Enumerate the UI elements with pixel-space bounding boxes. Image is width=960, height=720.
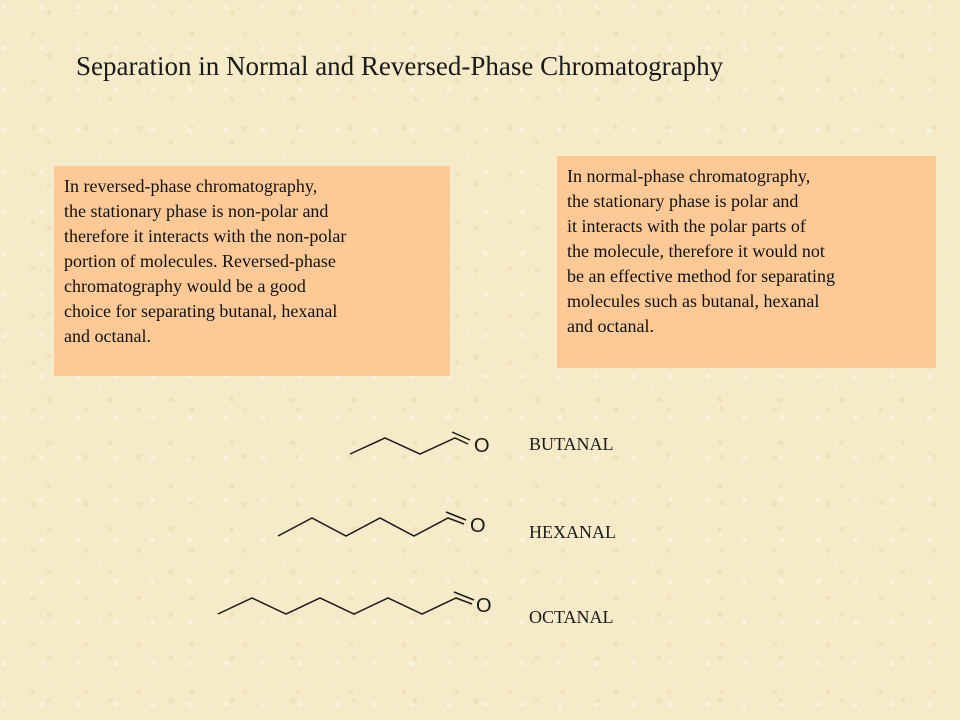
butanal-structure — [340, 420, 510, 470]
octanal-structure — [208, 580, 508, 630]
hexanal-structure — [268, 500, 508, 550]
normal-phase-line-2: the stationary phase is polar and — [567, 191, 799, 211]
reversed-phase-line-5: chromatography would be a good — [64, 276, 306, 296]
normal-phase-line-1: In normal-phase chromatography, — [567, 166, 811, 186]
reversed-phase-line-4: portion of molecules. Reversed-phase — [64, 251, 336, 271]
normal-phase-line-7: and octanal. — [567, 316, 654, 336]
hexanal-carbon-chain — [278, 518, 464, 536]
octanal-label: OCTANAL — [529, 607, 614, 627]
octanal-oxygen-atom: O — [476, 595, 492, 617]
normal-phase-line-5: be an effective method for separating — [567, 266, 836, 286]
hexanal-oxygen-atom: O — [470, 515, 486, 537]
octanal-carbon-chain — [218, 598, 472, 614]
butanal-carbon-chain — [350, 438, 468, 454]
normal-phase-line-3: it interacts with the polar parts of — [567, 216, 806, 236]
normal-phase-line-6: molecules such as butanal, hexanal — [567, 291, 820, 311]
reversed-phase-line-1: In reversed-phase chromatography, — [64, 176, 318, 196]
reversed-phase-line-2: the stationary phase is non-polar and — [64, 201, 329, 221]
butanal-oxygen-atom: O — [474, 435, 490, 457]
butanal-label: BUTANAL — [529, 434, 614, 454]
page-title: Separation in Normal and Reversed-Phase Chromatography — [76, 51, 724, 81]
normal-phase-line-4: the molecule, therefore it would not — [567, 241, 825, 261]
hexanal-label: HEXANAL — [529, 522, 616, 542]
reversed-phase-line-7: and octanal. — [64, 326, 151, 346]
normal-phase-textbox — [557, 156, 936, 368]
reversed-phase-line-3: therefore it interacts with the non-polar — [64, 226, 347, 246]
reversed-phase-textbox — [54, 166, 450, 376]
reversed-phase-line-6: choice for separating butanal, hexanal — [64, 301, 338, 321]
